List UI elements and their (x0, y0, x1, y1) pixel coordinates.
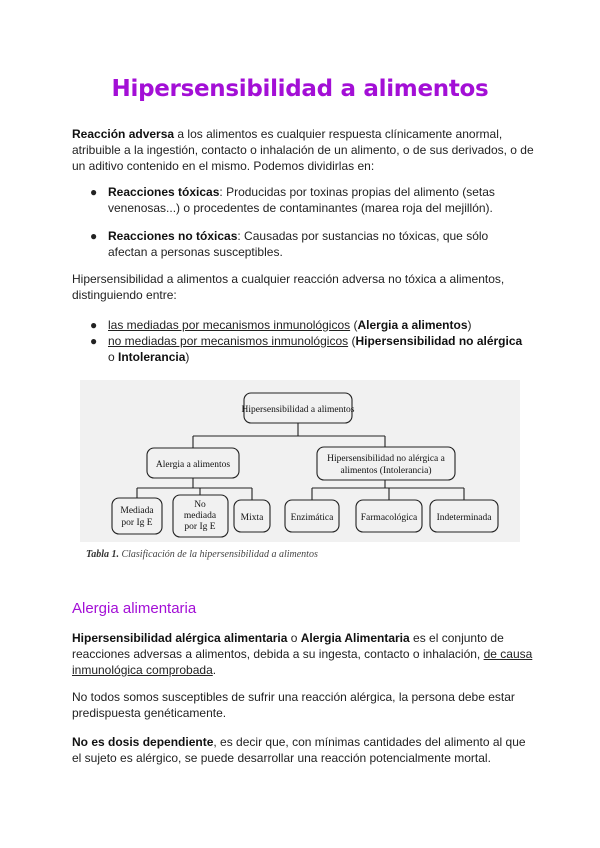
hypersensitivity-definition: Hipersensibilidad a alimentos a cualquier reacción adversa no tóxica a alimentos, distinguiendo entre: (72, 272, 505, 302)
diagram-leaf-label: por Ig E (184, 522, 216, 532)
section-title: Alergia alimentaria (72, 600, 197, 617)
classification-diagram (80, 380, 520, 542)
diagram-leaf-label: Mediada (120, 506, 154, 516)
diagram-right-label: Hipersensibilidad no alérgica a (327, 454, 445, 464)
diagram-leaf-label: Indeterminada (436, 513, 492, 523)
diagram-leaf-label: mediada (183, 511, 217, 521)
diagram-svg (80, 380, 520, 542)
diagram-right-label: alimentos (Intolerancia) (340, 466, 432, 476)
bullet-icon: ● (90, 229, 98, 243)
intro-term: Reacción adversa (72, 127, 175, 141)
diagram-left-label: Alergia a alimentos (155, 460, 231, 470)
diagram-leaf-label: Enzimática (290, 513, 334, 523)
list-item: ● las mediadas por mecanismos inmunológicos (Alergia a alimentos) (90, 318, 472, 332)
page-title: Hipersensibilidad a alimentos (111, 76, 489, 102)
list-item: ● Reacciones tóxicas: Producidas por toxinas propias del alimento (setas venenosas...) o procedentes de contaminantes (marea roja del mejillón). (90, 185, 495, 215)
diagram-leaf-label: No (194, 500, 206, 510)
list-item: ● Reacciones no tóxicas: Causadas por sustancias no tóxicas, que sólo afectan a personas susceptibles. (90, 229, 489, 259)
figure-caption: Tabla 1. Clasificación de la hipersensibilidad a alimentos (86, 549, 318, 560)
diagram-connector (193, 423, 385, 448)
bullet-icon: ● (90, 318, 98, 332)
bullet-icon: ● (90, 185, 98, 199)
diagram-connector (312, 480, 464, 500)
list-item: ● no mediadas por mecanismos inmunológicos (Hipersensibilidad no alérgica o Intolerancia) (90, 334, 523, 364)
diagram-root-label: Hipersensibilidad a alimentos (241, 405, 355, 415)
intro-paragraph: Reacción adversa a los alimentos es cualquier respuesta clínicamente anormal, atribuible a la ingestión, contacto o inhalación de un alimento, o de sus derivados, o de un aditivo contenido en el mismo. Podemos dividirlas en: (72, 127, 534, 173)
susceptibility-paragraph: No todos somos susceptibles de sufrir una reacción alérgica, la persona debe estar predispuesta genéticamente. (72, 690, 515, 720)
diagram-leaf-label: Mixta (240, 513, 264, 523)
link-text[interactable]: no mediadas por mecanismos inmunológicos (108, 334, 349, 348)
link-text[interactable]: las mediadas por mecanismos inmunológicos (108, 318, 351, 332)
diagram-leaf-label: Farmacológica (360, 513, 418, 523)
allergy-definition: Hipersensibilidad alérgica alimentaria o Alergia Alimentaria es el conjunto de reacciones adversas a alimentos, debida a su ingesta, contacto o inhalación, de causa inmunológica comprobada. (72, 631, 533, 677)
diagram-leaf-box (112, 498, 162, 534)
dose-paragraph: No es dosis dependiente, es decir que, con mínimas cantidades del alimento al que el sujeto es alérgico, se puede desarrollar una reacción potencialmente mortal. (72, 735, 526, 765)
diagram-connector (137, 478, 252, 500)
diagram-leaf-label: por Ig E (121, 518, 153, 528)
bullet-icon: ● (90, 334, 98, 348)
